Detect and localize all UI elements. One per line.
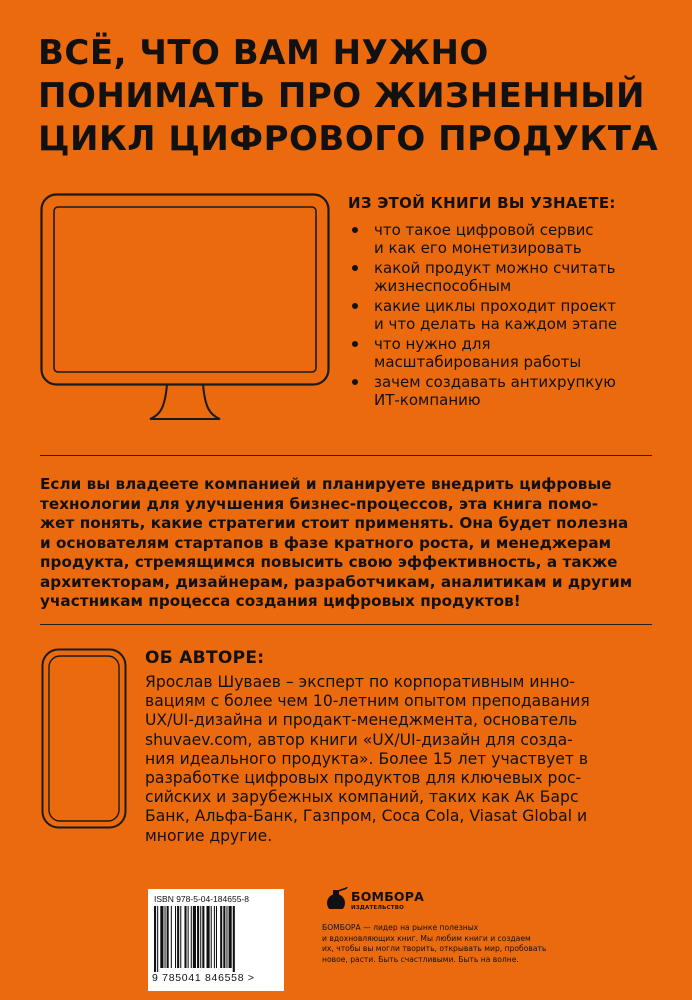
barcode-stripe [202, 906, 204, 968]
list-item [348, 373, 668, 409]
barcode-stripe [214, 906, 215, 968]
barcode-stripe [200, 906, 201, 968]
barcode-stripe [175, 906, 176, 968]
audience-line: Если вы владеете компанией и планируете внедрить цифровые [40, 475, 612, 493]
publisher-sub: ИЗДАТЕЛЬСТВО [351, 905, 404, 911]
author-line: Ярослав Шуваев – эксперт по корпоративным инно- [145, 673, 576, 691]
author-line: сийских и зарубежных компаний, таких как Ак Барс [145, 788, 579, 807]
list-item-line: какие циклы проходит проект [374, 297, 616, 315]
barcode [148, 889, 284, 991]
barcode-stripe [216, 906, 217, 968]
list-item-line: и как его монетизировать [374, 239, 582, 257]
divider [40, 624, 652, 625]
audience-line: жет понять, какие стратегии стоит применять. Она будет полезна [40, 514, 629, 532]
learn-list [348, 221, 668, 411]
author-line: UX/UI-дизайна и продакт-менеджмента, основатель [145, 711, 578, 730]
barcode-stripe [177, 906, 179, 968]
list-item-line: какой продукт можно считать [374, 259, 616, 277]
list-item-line: что нужно для [374, 335, 491, 353]
audience-line: участникам процесса создания цифровых продуктов! [40, 592, 521, 610]
author-line: shuvaev.com, автор книги «UX/UI-дизайн для созда- [145, 730, 573, 749]
audience-line: продукта, стремящимся повысить свою эффективность, а также [40, 553, 618, 571]
list-item [348, 335, 668, 371]
author-line: ния идеального продукта». Более 15 лет участвует в [145, 749, 589, 768]
barcode-stripe [211, 906, 212, 968]
list-item-line: и что делать на каждом этапе [374, 315, 618, 333]
barcode-stripe [220, 906, 222, 968]
barcode-digits: 9 785041 846558 > [152, 972, 255, 984]
barcode-stripe [180, 906, 181, 968]
publisher-line: БОМБОРА — лидер на рынке полезных [322, 923, 479, 932]
phone-icon [41, 648, 127, 829]
author-title: ОБ АВТОРЕ: [145, 648, 265, 668]
monitor-icon [40, 193, 330, 428]
publisher-line: новое, расти. Быть счастливыми. Быть на волне. [322, 954, 519, 964]
list-item-line: жизнеспособным [374, 277, 512, 295]
barcode-stripe [229, 906, 232, 968]
audience-paragraph [40, 475, 660, 612]
audience-line: технологии для улучшения бизнес-процессов, эта книга помо- [40, 494, 599, 513]
barcode-stripe [207, 906, 210, 968]
audience-line: архитекторам, дизайнерам, разработчикам, аналитикам и другим [40, 572, 633, 591]
barcode-stripe [157, 906, 158, 972]
list-item [348, 297, 668, 333]
list-item-line: ИТ-компанию [374, 391, 481, 409]
headline-line: ЦИКЛ ЦИФРОВОГО ПРОДУКТА [38, 119, 659, 159]
divider [40, 455, 652, 456]
barcode-stripe [154, 906, 156, 972]
list-item-line: что такое цифровой сервис [374, 221, 594, 239]
publisher-line: и вдохновляющих книг. Мы любим книги и создаем [322, 933, 531, 943]
barcode-stripe [171, 906, 172, 968]
barcode-stripe [188, 906, 189, 968]
barcode-stripe [193, 906, 196, 968]
barcode-stripe [233, 906, 235, 972]
barcode-stripe [197, 906, 199, 968]
author-line: Банк, Альфа-Банк, Газпром, Coca Cola, Viasat Global и [145, 807, 588, 826]
audience-line: и основателям стартапов в фазе кратного роста, и менеджерам [40, 533, 612, 552]
barcode-stripe [184, 906, 186, 968]
author-line: разработке цифровых продуктов для ключевых рос- [145, 769, 582, 788]
barcode-stripe [165, 906, 166, 968]
headline-line: ПОНИМАТЬ ПРО ЖИЗНЕННЫЙ [38, 76, 645, 116]
list-item [348, 221, 668, 257]
barcode-bars [154, 906, 278, 972]
headline [38, 32, 678, 161]
list-item [348, 259, 668, 295]
barcode-stripe [167, 906, 169, 968]
bombora-logo-icon [322, 886, 350, 914]
barcode-stripe [223, 906, 225, 968]
isbn-label: ISBN 978-5-04-184655-8 [154, 894, 249, 904]
learn-title: ИЗ ЭТОЙ КНИГИ ВЫ УЗНАЕТЕ: [348, 194, 616, 212]
publisher-name: БОМБОРА [351, 889, 424, 904]
barcode-stripe [226, 906, 227, 968]
publisher-description [322, 923, 547, 965]
headline-line: ВСЁ, ЧТО ВАМ НУЖНО [38, 33, 489, 73]
author-bio [145, 673, 665, 846]
list-item-line: масштабирования работы [374, 353, 582, 371]
barcode-stripe [160, 906, 163, 968]
author-line: вациям с более чем 10-летним опытом преподавания [145, 692, 590, 711]
author-line: многие другие. [145, 826, 273, 845]
barcode-stripe [191, 906, 192, 968]
list-item-line: зачем создавать антихрупкую [374, 373, 616, 391]
publisher-line: их, чтобы вы могли творить, открывать мир, пробовать [322, 944, 547, 953]
